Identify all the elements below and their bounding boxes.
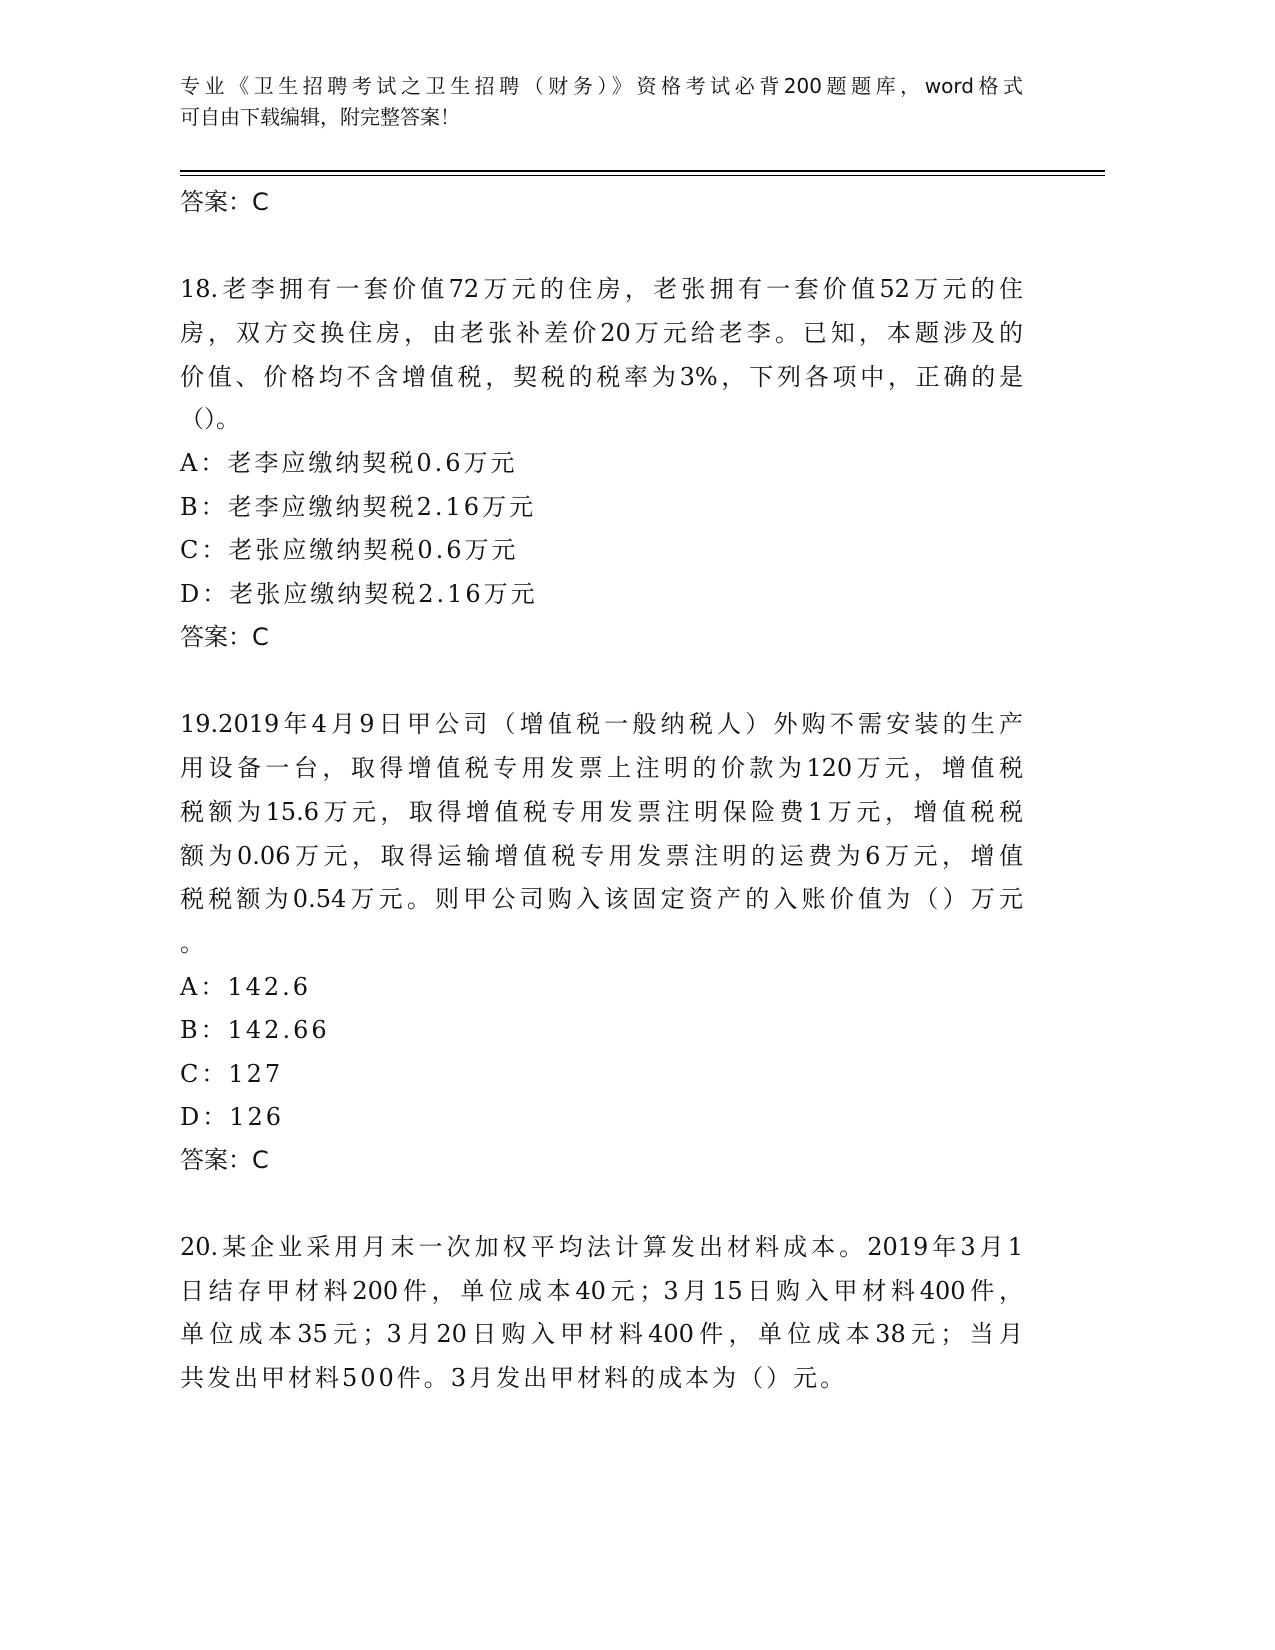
header-line: 可自由下载编辑，附完整答案！: [180, 105, 460, 129]
answer-label: 答案：C: [180, 1146, 269, 1174]
document-header: [180, 71, 1023, 133]
question-text-line: 20.某企业采用月末一次加权平均法计算发出材料成本。2019年3月1: [180, 1233, 1023, 1261]
answer-label: 答案：C: [180, 623, 269, 651]
question-text-line: 单位成本35元；3月20日购入甲材料400件，单位成本38元；当月: [180, 1320, 1023, 1348]
option-a: A：142.6: [180, 973, 312, 1001]
option-c: C：127: [180, 1060, 284, 1088]
question-text-line: 共发出甲材料500件。3月发出甲材料的成本为（）元。: [180, 1364, 848, 1392]
question-text-line: （）。: [180, 405, 240, 433]
question-text-line: 日结存甲材料200件，单位成本40元；3月15日购入甲材料400件，: [180, 1277, 1023, 1305]
question-text-line: 。: [180, 929, 204, 957]
question-text-line: 房，双方交换住房，由老张补差价20万元给老李。已知，本题涉及的: [180, 319, 1023, 347]
question-text-line: 税额为15.6万元，取得增值税专用发票注明保险费1万元，增值税税: [180, 798, 1023, 826]
question-text-line: 价值、价格均不含增值税，契税的税率为3%，下列各项中，正确的是: [180, 363, 1023, 391]
header-line: 专业《卫生招聘考试之卫生招聘（财务）》资格考试必背200题题库，word格式: [180, 74, 1023, 98]
question-text-line: 用设备一台，取得增值税专用发票上注明的价款为120万元，增值税: [180, 754, 1023, 782]
option-b: B：142.66: [180, 1016, 330, 1044]
question-text-line: 19.2019年4月9日甲公司（增值税一般纳税人）外购不需安装的生产: [180, 710, 1023, 738]
question-text-line: 额为0.06万元，取得运输增值税专用发票注明的运费为6万元，增值: [180, 842, 1023, 870]
header-rule: [180, 170, 1105, 172]
option-a: A：老李应缴纳契税0.6万元: [180, 449, 518, 477]
question-text-line: 税税额为0.54万元。则甲公司购入该固定资产的入账价值为（）万元: [180, 885, 1023, 913]
option-b: B：老李应缴纳契税2.16万元: [180, 493, 537, 521]
header-rule-thin: [180, 175, 1105, 176]
answer-label: 答案：C: [180, 188, 269, 216]
option-d: D：126: [180, 1103, 285, 1131]
question-text-line: 18.老李拥有一套价值72万元的住房，老张拥有一套价值52万元的住: [180, 275, 1023, 303]
option-d: D：老张应缴纳契税2.16万元: [180, 580, 538, 608]
option-c: C：老张应缴纳契税0.6万元: [180, 536, 519, 564]
